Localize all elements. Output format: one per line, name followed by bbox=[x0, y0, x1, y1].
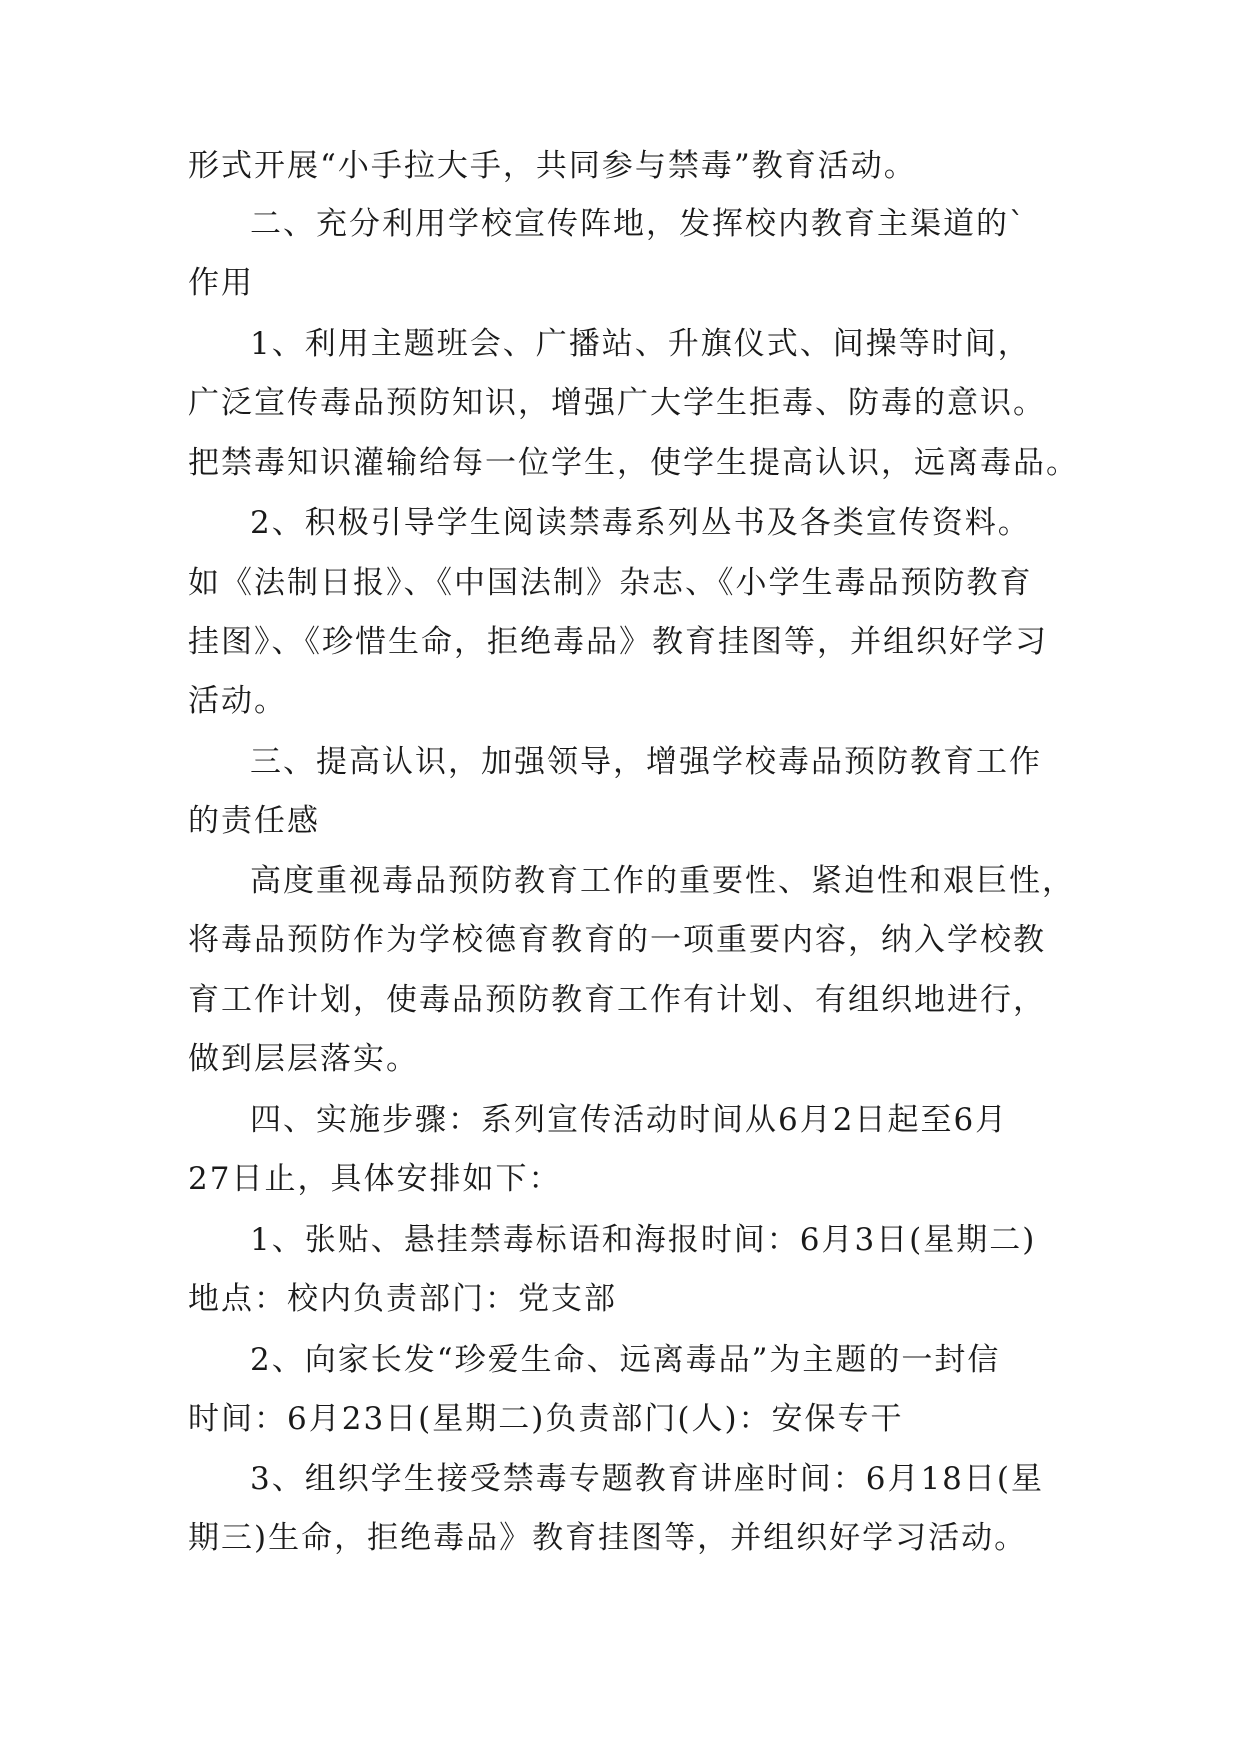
section-heading: 四、实施步骤：系列宣传活动时间从6月2日起至6月 bbox=[250, 1102, 1009, 1138]
text-line: 1、张贴、悬挂禁毒标语和海报时间：6月3日(星期二) bbox=[250, 1222, 1037, 1258]
text-line: 1、利用主题班会、广播站、升旗仪式、间操等时间， bbox=[250, 326, 1031, 362]
text-line: 将毒品预防作为学校德育教育的一项重要内容，纳入学校教 bbox=[188, 922, 1046, 958]
text-line: 2、向家长发“珍爱生命、远离毒品”为主题的一封信 bbox=[250, 1342, 1001, 1378]
text-line: 高度重视毒品预防教育工作的重要性、紧迫性和艰巨性， bbox=[250, 863, 1075, 899]
section-heading: 二、充分利用学校宣传阵地，发挥校内教育主渠道的` bbox=[250, 206, 1027, 242]
text-line: 挂图》、《珍惜生命，拒绝毒品》教育挂图等，并组织好学习 bbox=[188, 624, 1048, 660]
section-heading: 作用 bbox=[188, 265, 254, 301]
text-line: 地点：校内负责部门：党支部 bbox=[188, 1281, 617, 1317]
text-line: 做到层层落实。 bbox=[188, 1041, 419, 1077]
text-line: 活动。 bbox=[188, 683, 287, 719]
text-line: 期三)生命，拒绝毒品》教育挂图等，并组织好学习活动。 bbox=[188, 1520, 1028, 1556]
section-heading: 三、提高认识，加强领导，增强学校毒品预防教育工作 bbox=[250, 744, 1042, 780]
text-line: 形式开展“小手拉大手，共同参与禁毒”教育活动。 bbox=[188, 148, 917, 184]
text-line: 时间：6月23日(星期二)负责部门(人)：安保专干 bbox=[188, 1401, 904, 1437]
text-line: 广泛宣传毒品预防知识，增强广大学生拒毒、防毒的意识。 bbox=[188, 385, 1046, 421]
text-line: 3、组织学生接受禁毒专题教育讲座时间：6月18日(星 bbox=[250, 1461, 1044, 1497]
text-line: 2、积极引导学生阅读禁毒系列丛书及各类宣传资料。 bbox=[250, 505, 1031, 541]
text-line: 把禁毒知识灌输给每一位学生，使学生提高认识，远离毒品。 bbox=[188, 445, 1079, 481]
section-heading: 的责任感 bbox=[188, 803, 320, 839]
text-line: 育工作计划，使毒品预防教育工作有计划、有组织地进行， bbox=[188, 982, 1046, 1018]
text-line: 如《法制日报》、《中国法制》杂志、《小学生毒品预防教育 bbox=[188, 565, 1033, 601]
text-line: 27日止，具体安排如下： bbox=[188, 1161, 562, 1197]
